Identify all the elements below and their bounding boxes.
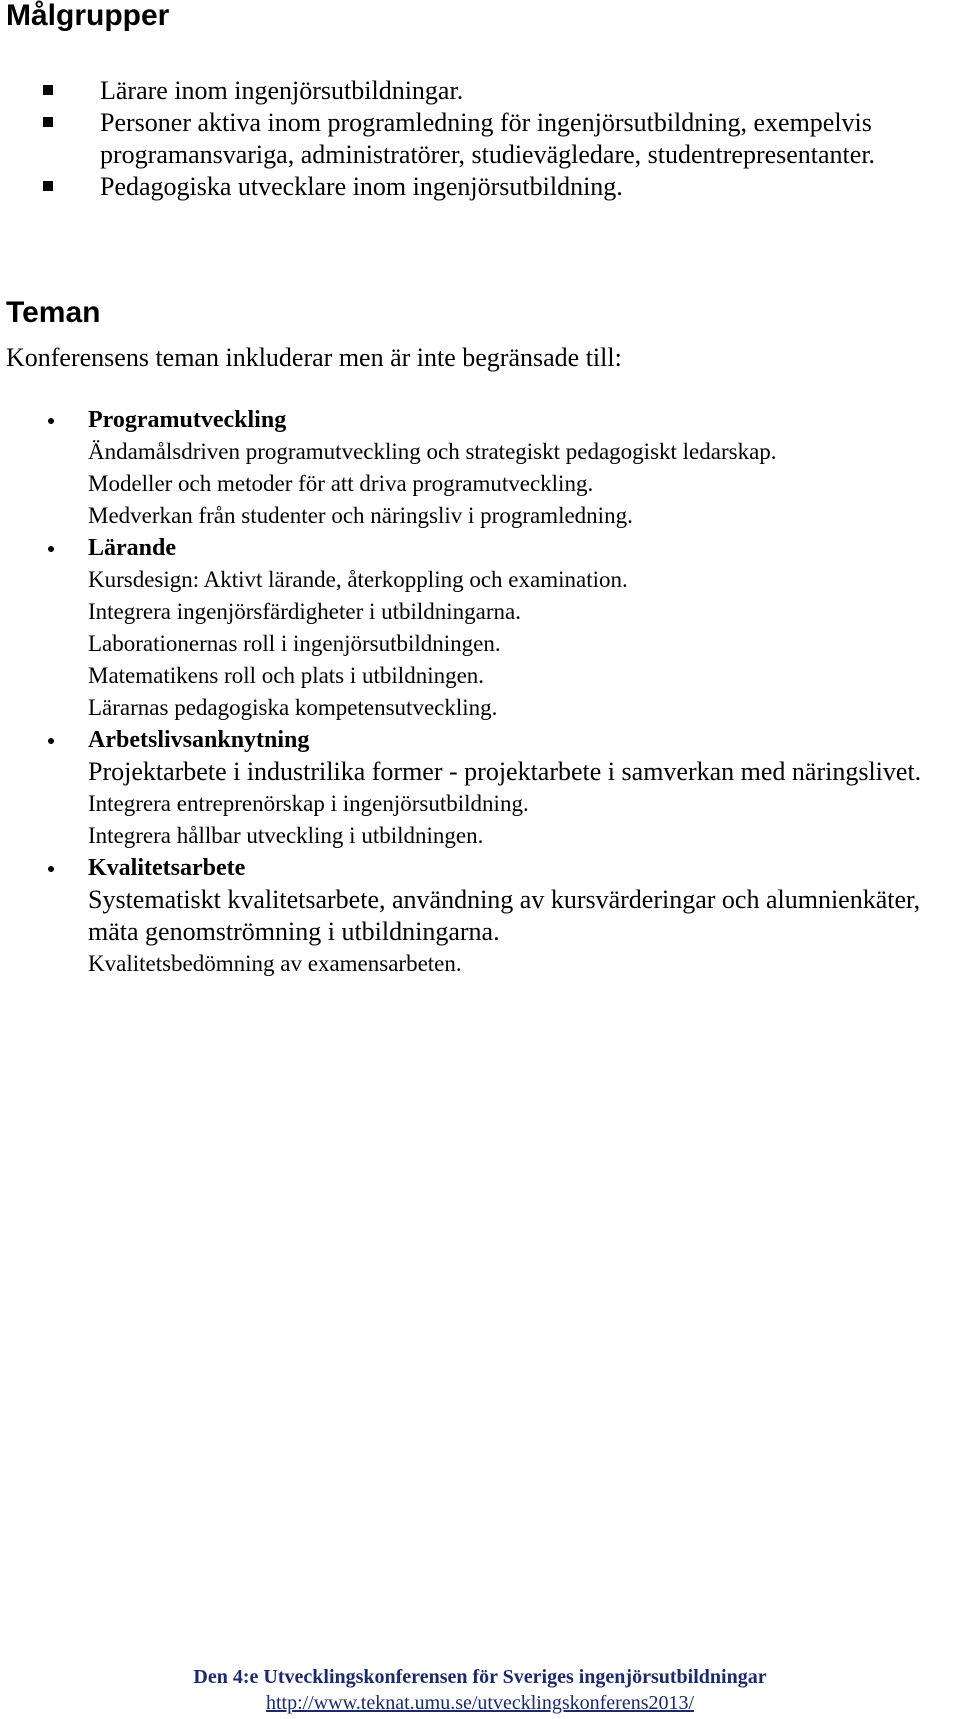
list-item-text: Lärare inom ingenjörsutbildningar. — [100, 76, 464, 105]
list-item — [0, 75, 945, 107]
footer-title: Den 4:e Utvecklingskonferensen för Sveriges ingenjörsutbildningar — [193, 1666, 767, 1688]
theme-line: Systematiskt kvalitetsarbete, användning av kursvärderingar och alumnienkäter, mäta genomströmning i utbildningarna. — [88, 885, 921, 946]
theme-item-arbetslivsanknytning — [0, 724, 945, 852]
theme-line: Kvalitetsbedömning av examensarbeten. — [88, 951, 462, 976]
bullet-icon — [48, 866, 54, 872]
theme-line: Kursdesign: Aktivt lärande, återkoppling och examination. — [88, 567, 628, 592]
conference-link[interactable]: http://www.teknat.umu.se/utvecklingskonferens2013/ — [265, 1692, 695, 1714]
theme-item-kvalitetsarbete — [0, 852, 945, 980]
list-item — [0, 171, 945, 203]
themes-intro: Konferensens teman inkluderar men är inte begränsade till: — [6, 343, 622, 372]
bullet-icon — [48, 546, 54, 552]
bullet-icon — [48, 738, 54, 744]
theme-line: Medverkan från studenter och näringsliv i programledning. — [88, 503, 633, 528]
theme-line: Integrera ingenjörsfärdigheter i utbildningarna. — [88, 599, 522, 624]
target-group-list — [0, 75, 945, 203]
theme-line: Ändamålsdriven programutveckling och strategiskt pedagogiskt ledarskap. — [88, 439, 777, 464]
square-bullet-icon — [43, 85, 53, 95]
theme-line: Matematikens roll och plats i utbildningen. — [88, 663, 485, 688]
list-item-text: Pedagogiska utvecklare inom ingenjörsutbildning. — [100, 172, 623, 201]
heading-teman: Teman — [6, 296, 101, 329]
list-item — [0, 107, 945, 171]
square-bullet-icon — [43, 181, 53, 191]
theme-line: Lärarnas pedagogiska kompetensutveckling. — [88, 695, 498, 720]
theme-title: Arbetslivsanknytning — [88, 727, 310, 753]
theme-line: Integrera entreprenörskap i ingenjörsutbildning. — [88, 791, 529, 816]
heading-malgrupper: Målgrupper — [6, 0, 170, 32]
theme-title: Kvalitetsarbete — [88, 855, 246, 881]
bullet-icon — [48, 418, 54, 424]
theme-line: Modeller och metoder för att driva programutveckling. — [88, 471, 594, 496]
theme-title: Programutveckling — [88, 407, 287, 433]
theme-title: Lärande — [88, 535, 177, 561]
square-bullet-icon — [43, 117, 53, 127]
theme-list — [0, 404, 945, 980]
theme-line: Laborationernas roll i ingenjörsutbildningen. — [88, 631, 501, 656]
page-footer — [0, 1664, 960, 1716]
theme-item-programutveckling — [0, 404, 945, 532]
list-item-text: Personer aktiva inom programledning för ingenjörsutbildning, exempelvis programansvariga, administratörer, studievägledare, studentrepresentanter. — [100, 108, 876, 169]
theme-line: Projektarbete i industrilika former - projektarbete i samverkan med näringslivet. — [88, 757, 922, 786]
theme-item-larande — [0, 532, 945, 724]
theme-line: Integrera hållbar utveckling i utbildningen. — [88, 823, 484, 848]
